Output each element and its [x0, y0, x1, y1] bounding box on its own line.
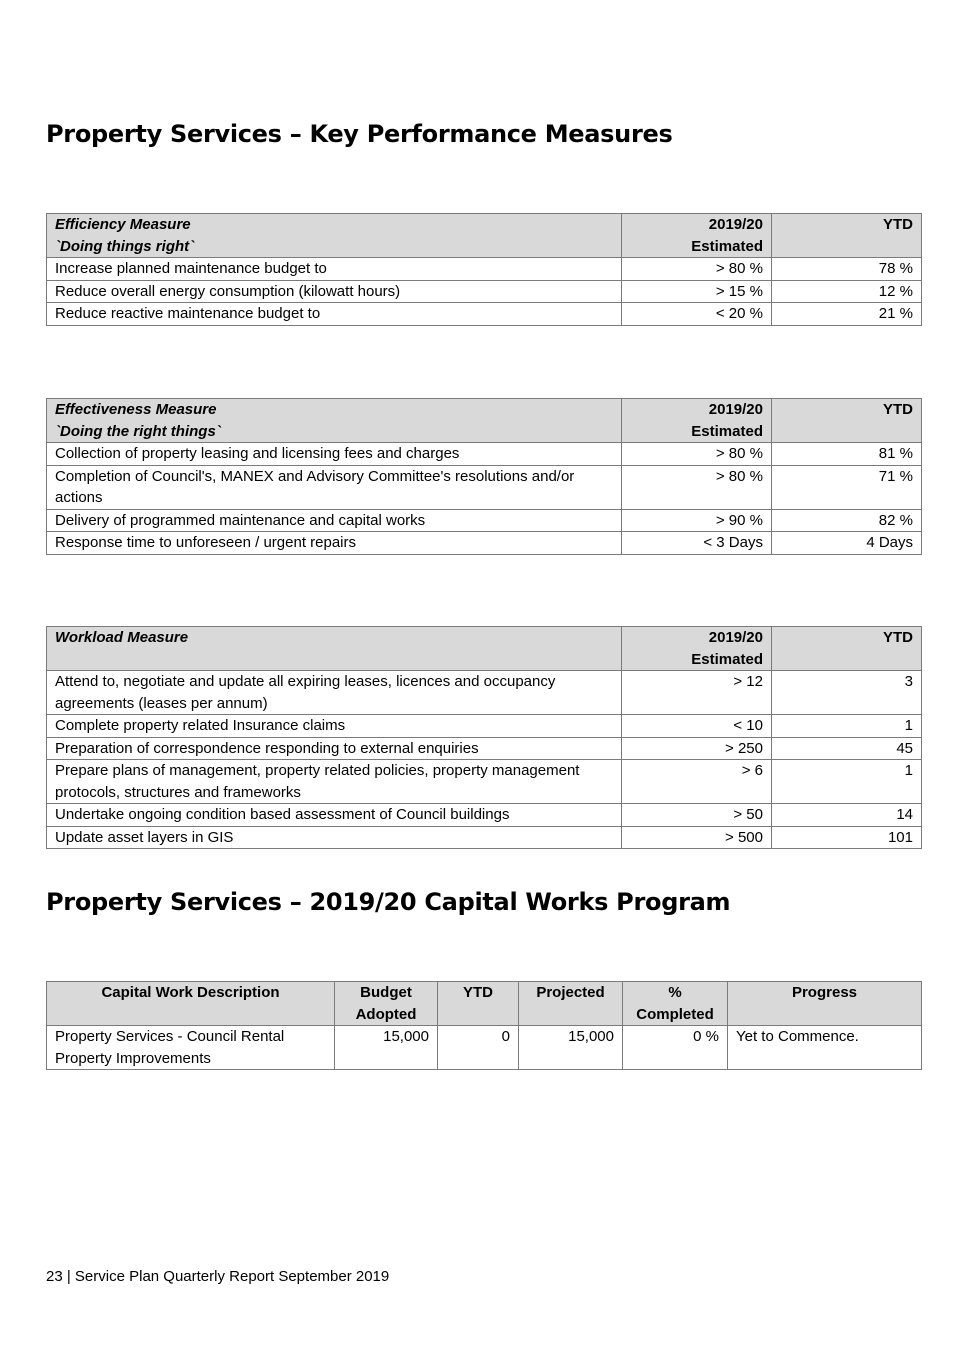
budget-header	[335, 982, 438, 1026]
budget-header-line2: Adopted	[355, 1005, 417, 1023]
ytd-cell: 78 %	[772, 258, 922, 281]
measure-cell: Response time to unforeseen / urgent repairs	[47, 532, 622, 555]
table-row	[47, 258, 922, 281]
estimated-cell: > 80 %	[622, 443, 772, 466]
capital-ytd: 0	[438, 1026, 519, 1070]
ytd-header: YTD	[438, 982, 519, 1026]
table-header-row	[47, 214, 922, 258]
effectiveness-heading: Effectiveness Measure	[55, 401, 217, 418]
estimated-header-line2: Estimated	[691, 650, 763, 668]
measure-cell: Update asset layers in GIS	[47, 826, 622, 849]
estimated-cell: > 250	[622, 737, 772, 760]
table-header-row	[47, 399, 922, 443]
effectiveness-subheading: `Doing the right things`	[55, 422, 221, 440]
page-footer: 23 | Service Plan Quarterly Report September 2019	[46, 1268, 390, 1285]
measure-cell: Reduce overall energy consumption (kilowatt hours)	[47, 280, 622, 303]
efficiency-subheading: `Doing things right`	[55, 237, 195, 255]
projected-header: Projected	[519, 982, 623, 1026]
ytd-cell: 71 %	[772, 465, 922, 509]
estimated-cell: > 6	[622, 760, 772, 804]
ytd-cell: 12 %	[772, 280, 922, 303]
measure-cell: Preparation of correspondence responding to external enquiries	[47, 737, 622, 760]
ytd-cell: 21 %	[772, 303, 922, 326]
estimated-header	[622, 214, 772, 258]
workload-table	[46, 626, 922, 849]
measure-cell: Complete property related Insurance claims	[47, 715, 622, 738]
capital-description: Property Services - Council Rental Property Improvements	[47, 1026, 335, 1070]
ytd-cell: 101	[772, 826, 922, 849]
completed-header-line2: Completed	[636, 1005, 714, 1023]
kpm-title: Property Services – Key Performance Measures	[46, 120, 673, 148]
completed-header-line1: %	[668, 984, 682, 1001]
table-row	[47, 465, 922, 509]
table-row	[47, 715, 922, 738]
ytd-header: YTD	[772, 399, 922, 443]
table-row	[47, 303, 922, 326]
efficiency-table	[46, 213, 922, 326]
estimated-cell: < 10	[622, 715, 772, 738]
workload-heading: Workload Measure	[47, 627, 622, 671]
capital-works-title: Property Services – 2019/20 Capital Works Program	[46, 888, 731, 916]
ytd-cell: 81 %	[772, 443, 922, 466]
ytd-header: YTD	[772, 214, 922, 258]
capital-projected: 15,000	[519, 1026, 623, 1070]
measure-cell: Attend to, negotiate and update all expiring leases, licences and occupancy agreements (leases per annum)	[47, 671, 622, 715]
estimated-cell: > 15 %	[622, 280, 772, 303]
measure-cell: Collection of property leasing and licensing fees and charges	[47, 443, 622, 466]
capital-completed: 0 %	[623, 1026, 728, 1070]
measure-cell: Prepare plans of management, property related policies, property management protocols, structures and frameworks	[47, 760, 622, 804]
table-row	[47, 509, 922, 532]
table-row	[47, 280, 922, 303]
estimated-header-line1: 2019/20	[708, 216, 763, 233]
estimated-header-line1: 2019/20	[708, 401, 763, 418]
efficiency-heading: Efficiency Measure	[55, 216, 191, 233]
ytd-cell: 1	[772, 715, 922, 738]
description-header: Capital Work Description	[47, 982, 335, 1026]
ytd-cell: 3	[772, 671, 922, 715]
estimated-header	[622, 627, 772, 671]
capital-budget: 15,000	[335, 1026, 438, 1070]
estimated-cell: > 80 %	[622, 465, 772, 509]
progress-header: Progress	[728, 982, 922, 1026]
measure-cell: Reduce reactive maintenance budget to	[47, 303, 622, 326]
capital-progress: Yet to Commence.	[728, 1026, 922, 1070]
measure-cell: Increase planned maintenance budget to	[47, 258, 622, 281]
estimated-cell: < 3 Days	[622, 532, 772, 555]
estimated-cell: > 12	[622, 671, 772, 715]
estimated-header-line1: 2019/20	[708, 629, 763, 646]
table-row	[47, 760, 922, 804]
table-row	[47, 671, 922, 715]
effectiveness-heading-cell	[47, 399, 622, 443]
table-header-row	[47, 982, 922, 1026]
ytd-cell: 82 %	[772, 509, 922, 532]
table-row	[47, 443, 922, 466]
ytd-cell: 45	[772, 737, 922, 760]
estimated-header-line2: Estimated	[691, 237, 763, 255]
measure-cell: Delivery of programmed maintenance and capital works	[47, 509, 622, 532]
measure-cell: Completion of Council's, MANEX and Advisory Committee's resolutions and/or actions	[47, 465, 622, 509]
table-header-row	[47, 627, 922, 671]
table-row	[47, 804, 922, 827]
estimated-cell: > 50	[622, 804, 772, 827]
capital-works-table	[46, 981, 922, 1070]
estimated-cell: > 80 %	[622, 258, 772, 281]
ytd-header: YTD	[772, 627, 922, 671]
table-row	[47, 1026, 922, 1070]
ytd-cell: 4 Days	[772, 532, 922, 555]
estimated-header-line2: Estimated	[691, 422, 763, 440]
ytd-cell: 1	[772, 760, 922, 804]
estimated-cell: < 20 %	[622, 303, 772, 326]
table-row	[47, 737, 922, 760]
completed-header	[623, 982, 728, 1026]
measure-cell: Undertake ongoing condition based assessment of Council buildings	[47, 804, 622, 827]
ytd-cell: 14	[772, 804, 922, 827]
effectiveness-table	[46, 398, 922, 555]
budget-header-line1: Budget	[360, 984, 412, 1001]
estimated-header	[622, 399, 772, 443]
table-row	[47, 826, 922, 849]
estimated-cell: > 500	[622, 826, 772, 849]
table-row	[47, 532, 922, 555]
estimated-cell: > 90 %	[622, 509, 772, 532]
efficiency-heading-cell	[47, 214, 622, 258]
